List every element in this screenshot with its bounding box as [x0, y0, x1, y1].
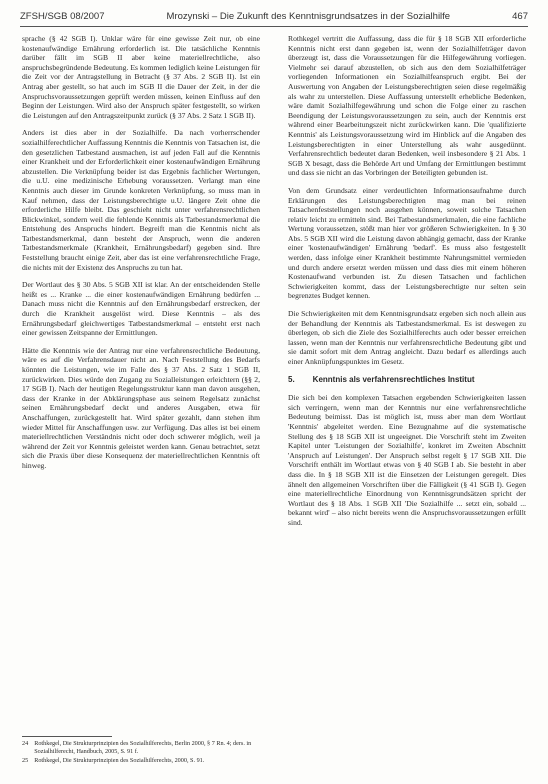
- footnotes: [22, 740, 260, 767]
- paragraph: Rothkegel vertritt die Auffassung, dass die für § 18 SGB XII erforderliche Kenntnis nicht erst dann gegeben ist, wenn der Sozialhilfeträger davon überzeugt ist, dass die Voraussetzungen für die Hilfegewährung vorliegen. Vielmehr sei darauf abzustellen, ob sich aus den dem Sozialhilfeträger vorliegenden Informationen ein Sozialhilfeanspruch ergibt. Bei der Auswertung von Angaben der Leistungsberechtigten seien diese regelmäßig als wahr zu unterstellen. Diese Auffassung unterstellt erhebliche Bedenken, wäre damit Sozialhilfegewährung und schon die Folge einer zu raschen Beendigung der Leistungsvoraussetzungen zu sein, auch der Kenntnis erst während einer Bearbeitungszeit nicht zurückwirken kann. Die 'qualifizierte Kenntnis' als Leistungsvoraussetzung wird im Hinblick auf die Angaben des Leistungsberechtigten in einer Unterstellung als wahr ausgedünnt. Verfahrensrechtlich bedeutet daran Bedenken, weil insbesondere § 21 Abs. 1 SGB X besagt, dass die Behörde Art und Umfang der Ermittlungen bestimmt und dass sie nicht an das Vorbringen der Beteiligten gebunden ist.: [288, 34, 526, 178]
- header-rule: [20, 26, 528, 27]
- footnote-text: Rothkegel, Die Strukturprinzipien des Sozialhilferechts, 2000, S. 91.: [34, 757, 205, 765]
- footnote-rule: [22, 736, 112, 737]
- footnote: [22, 740, 260, 755]
- paragraph: Hätte die Kenntnis wie der Antrag nur eine verfahrensrechtliche Bedeutung, wäre es auf die Verfahrensdauer nicht an. Nach Feststellung des Bedarfs könnten die Leistungen, wie im Falle des § 37 Abs. 2 Satz 1 SGB II, zurückwirken. Dies würde den Zugang zu Sozialleistungen erleichtern (§§ 2, 17 SGB I). Nach der heutigen Regelungsstruktur kann man davon ausgehen, dass der Kranke in der Abklärungsphase aus seinem Regelsatz zunächst seinen Ernährungsbedarf deckt und anderes Ausgaben, etwa für Anschaffungen, zurückgestellt hat. Wird später gezahlt, dann stehen ihm wieder Mittel für Anschaffungen usw. zur Verfügung. Das alles ist bei einem materiellrechtlichen Verständnis nicht oder doch schwerer möglich, weil ja während der Zeit vor Kenntnis geleistet werden kann. Genau betrachtet, setzt sich die Praxis über diese Konsequenz der materiellrechtlichen Kenntnis oft hinweg.: [22, 345, 260, 470]
- article-title-header: Mrozynski – Die Zukunft des Kenntnisgrundsatzes in der Sozialhilfe: [166, 10, 451, 22]
- running-header: [20, 8, 528, 24]
- paragraph: Von dem Grundsatz einer verdeutlichten Informationsaufnahme durch Erklärungen des Leistungsberechtigten mag man bei reinen Tatsachenfeststellungen noch ausgehen können, soweit solche Tatsachen relativ leicht zu ermitteln sind. Bei Tatbestandsmerkmalen, die eine fachliche Wertung voraussetzen, stößt man hier vor größeren Schwierigkeiten. In § 30 Abs. 5 SGB XII wird die Leistung davon abhängig gemacht, dass der Kranke einer 'kostenaufwändigen' Ernährung 'bedarf'. Es muss also festgestellt werden, dass infolge einer Krankheit bestimmte Nahrungsmittel vermieden und durch andere ersetzt werden müssen und dass dies mit einem höheren Kostenaufwand verbunden ist. Zu diesen Tatsachen und fachlichen Schwierigkeiten kommt, dass der Leistungsberechtigte nur selten sein begrenztes Budget kennen.: [288, 185, 526, 301]
- paragraph: Die Schwierigkeiten mit dem Kenntnisgrundsatz ergeben sich noch allein aus der Behandlung der Kenntnis als Tatbestandsmerkmal. Es ist deswegen zu überlegen, ob sich die Ziele des Sozialhilferechts auch oder besser erreichen lassen, wenn man der Kenntnis nur verfahrensrechtliche Bedeutung gibt und sie damit sofort mit dem Antrag angleicht. Dazu bedarf es allerdings auch einer Anknüpfungspunktes im Gesetz.: [288, 309, 526, 366]
- section-title: Kenntnis als verfahrensrechtliches Institut: [312, 374, 475, 384]
- footnote-number: 25: [22, 757, 29, 765]
- paragraph: Anders ist dies aber in der Sozialhilfe. Da nach vorherrschender sozialhilferechtlicher Auffassung Kenntnis die Kenntnis von Tatsachen ist, die den gesetzlichen Tatbestand ausmachen, ist auf jeden Fall auf die Kenntnis einer Krankheit und der Erforderlichkeit einer kostenaufwändigen Ernährung abzustellen. Die Verknüpfung beider ist das Ergebnis fachlicher Wertungen, die u.U. eine medizinische Erhebung voraussetzen. Verlangt man eine Kenntnis auch dieser im Grunde konkreten Verknüpfung, so muss man in Kauf nehmen, dass der Leistungsberechtigte u.U. längere Zeit ohne die erforderliche Hilfe bleibt. Das geschieht nicht unter verfahrensrechtlichen Blickwinkel, sondern weil die fehlende Kenntnis als Tatbestandsmerkmal die Entstehung des Anspruchs hindert. Begreift man die Kenntnis nicht als Tatbestandsmerkmal, dann besteht der Anspruch, wenn die anderen Tatbestandsmerkmale (Krankheit, Ernährungsbedarf) gegeben sind. Ihre Feststellung braucht einige Zeit, aber das ist eine verfahrensrechtliche Frage, die nichts mit der Existenz des Anspruchs zu tun hat.: [22, 128, 260, 272]
- right-column: [288, 34, 526, 536]
- page-number: 467: [512, 10, 528, 22]
- footnote: [22, 757, 260, 765]
- footnote-text: Rothkegel, Die Strukturprinzipien des Sozialhilferechts, Berlin 2000, § 7 Rn. 4; ders. in Sozialhilferecht, Handbuch, 2005, S. 91 f.: [34, 740, 252, 755]
- paragraph: Die sich bei den komplexen Tatsachen ergebenden Schwierigkeiten lassen sich verringern, wenn man der Kenntnis nur eine verfahrensrechtliche Bedeutung beimisst. Das ist möglich ist, muss aber man dem Wortlaut 'Kenntnis' abgeleitet werden. Eine Bezugnahme auf die systematische Stellung des § 18 SGB XII ist ungeeignet. Die Vorschrift steht im Zweiten Kapitel unter 'Leistungen der Sozialhilfe', konkret im Zweiten Abschnitt 'Anspruch auf Leistungen'. Der Anspruch selbst regelt § 17 SGB XII. Die Vorschrift enthält im Wortlaut etwas von § 40 SGB I ab. Sie besteht in aber dass die. In § 18 SGB XII ist die Einsetzen der Leistungen geregelt. Dies ähnelt den allgemeinen Vorschriften über die Fälligkeit (§ 41 SGB I). Gegen eine materiellrechtliche Einordnung von Kenntnisgrundsätzen spricht der Wortlaut des § 18 Abs. 1 SGB XII 'Die Sozialhilfe ... setzt ein, sobald ... bekannt wird' – also nicht bereits wenn die Anspruchsvoraussetzungen erfüllt sind.: [288, 393, 526, 527]
- section-heading: [288, 375, 526, 385]
- section-number: 5.: [288, 374, 295, 384]
- paragraph: Der Wortlaut des § 30 Abs. 5 SGB XII ist klar. An der entscheidenden Stelle heißt es ... Kranke ... die einer kostenaufwändigen Ernährung bedürfen ... Danach muss nicht die Kenntnis auf den Ernährungsbedarf erstrecken, der durch die Krankheit ausgelöst wird. Diese Kenntnis – als des Ernährungsbedarf gleichwertiges Tatbestandsmerkmal – entsteht erst nach einer gewissen Zeitspanne der Ermittlungen.: [22, 280, 260, 338]
- journal-reference: ZFSH/SGB 08/2007: [20, 10, 105, 22]
- paragraph: sprache (§ 42 SGB I). Unklar wäre für eine gewisse Zeit nur, ob eine kostenaufwändige Ernährung erforderlich ist. Die tatsächliche Kenntnis darüber fällt im SGB II aber keine materiellrechtliche, also anspruchsbegründende Bedeutung. Es kommen lediglich keine Leistungen für die Zeit vor der Antragstellung in Betracht (§ 37 Abs. 2 SGB II). Ist ein Antrag aber gestellt, so hat auch im SGB II die Dauer der Zeit, in der die Anspruchsvoraussetzungen geprüft werden müssen, keinen Einfluss auf den Beginn der Leistungen. Wird also der Anspruch später festgestellt, so wirken die Leistungen auf den Antragszeitpunkt zurück (§ 37 Abs. 2 Satz 1 SGB II).: [22, 34, 260, 120]
- left-column: [22, 34, 260, 479]
- footnote-number: 24: [22, 740, 29, 747]
